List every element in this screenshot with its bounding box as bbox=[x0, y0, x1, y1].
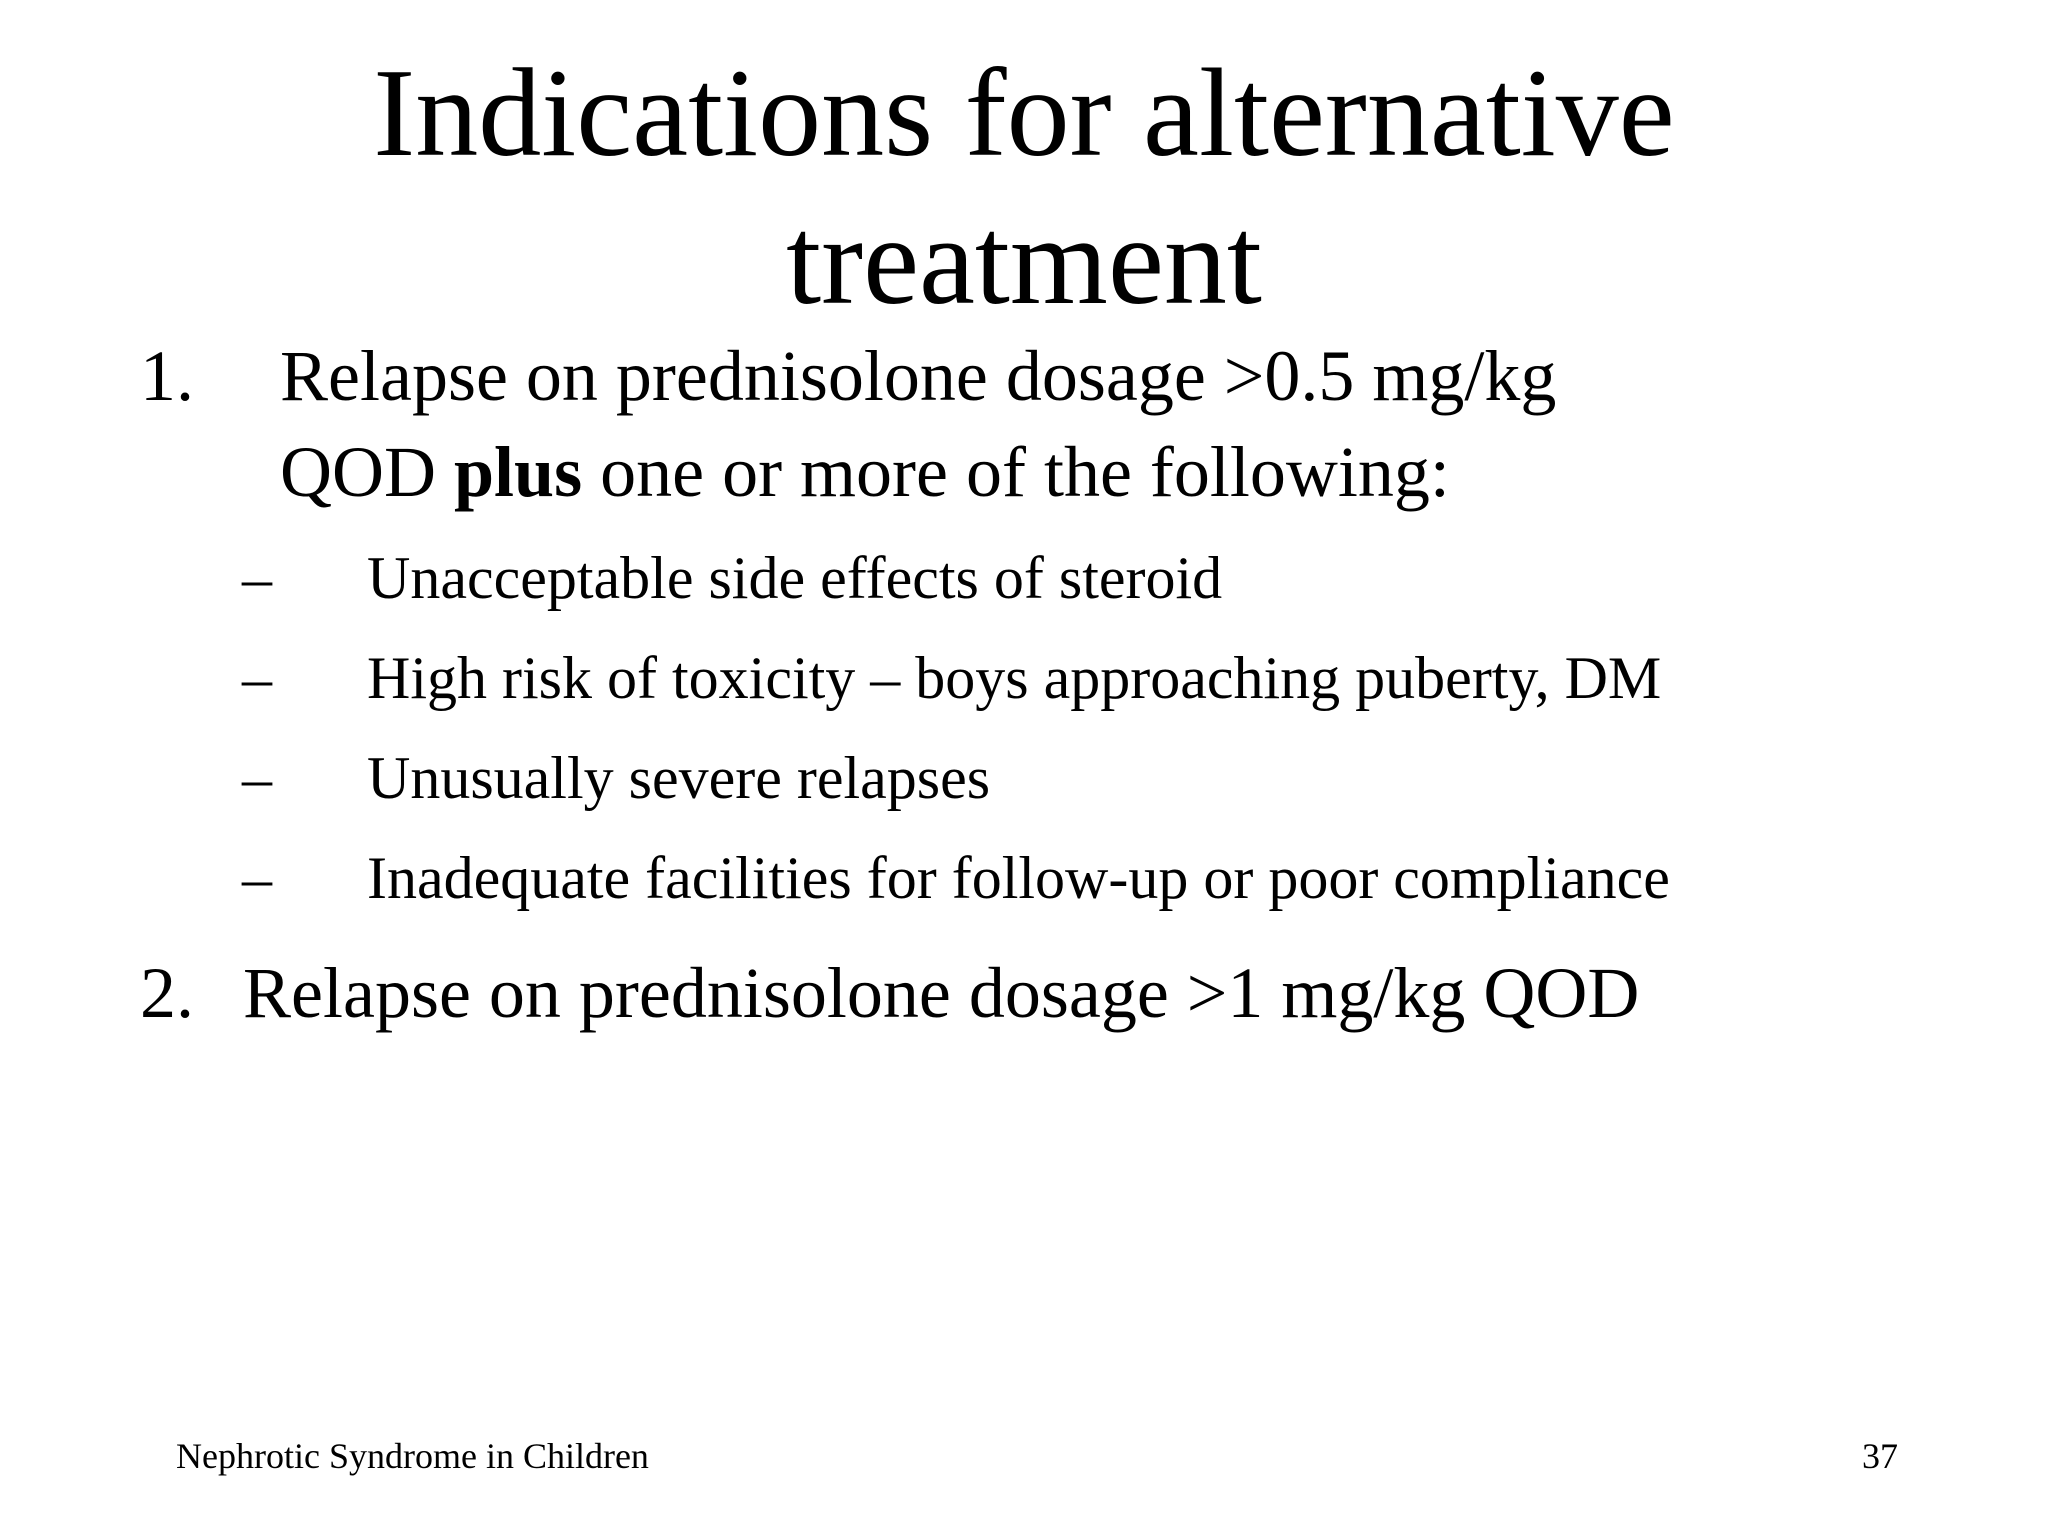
subitem-1-text: Unacceptable side effects of steroid bbox=[367, 545, 1223, 611]
subitem-4-dash: – bbox=[242, 845, 272, 911]
title-line-2: treatment bbox=[786, 192, 1262, 331]
subitem-1-dash: – bbox=[242, 545, 272, 611]
page-number: 37 bbox=[1862, 1436, 1898, 1476]
subitem-3-text: Unusually severe relapses bbox=[367, 745, 991, 811]
item-1-number: 1. bbox=[140, 336, 194, 416]
item-1-line-2-bold: plus bbox=[454, 432, 583, 512]
item-1-line-2-end: one or more of the following: bbox=[582, 432, 1450, 512]
footer-title: Nephrotic Syndrome in Children bbox=[176, 1436, 649, 1476]
subitem-2-text: High risk of toxicity – boys approaching puberty, DM bbox=[367, 645, 1662, 711]
item-2-line-1: Relapse on prednisolone dosage >1 mg/kg QOD bbox=[243, 953, 1640, 1033]
item-1-line-1: Relapse on prednisolone dosage >0.5 mg/kg bbox=[280, 336, 1557, 416]
item-2-number: 2. bbox=[140, 953, 194, 1033]
title-line-1: Indications for alternative bbox=[373, 44, 1675, 183]
subitem-3-dash: – bbox=[242, 745, 272, 811]
item-1-line-2-start: QOD bbox=[280, 432, 454, 512]
subitem-2-dash: – bbox=[242, 645, 272, 711]
subitem-4-text: Inadequate facilities for follow-up or poor compliance bbox=[367, 845, 1670, 911]
slide-title bbox=[0, 40, 2048, 336]
item-1-line-2 bbox=[280, 424, 1450, 520]
